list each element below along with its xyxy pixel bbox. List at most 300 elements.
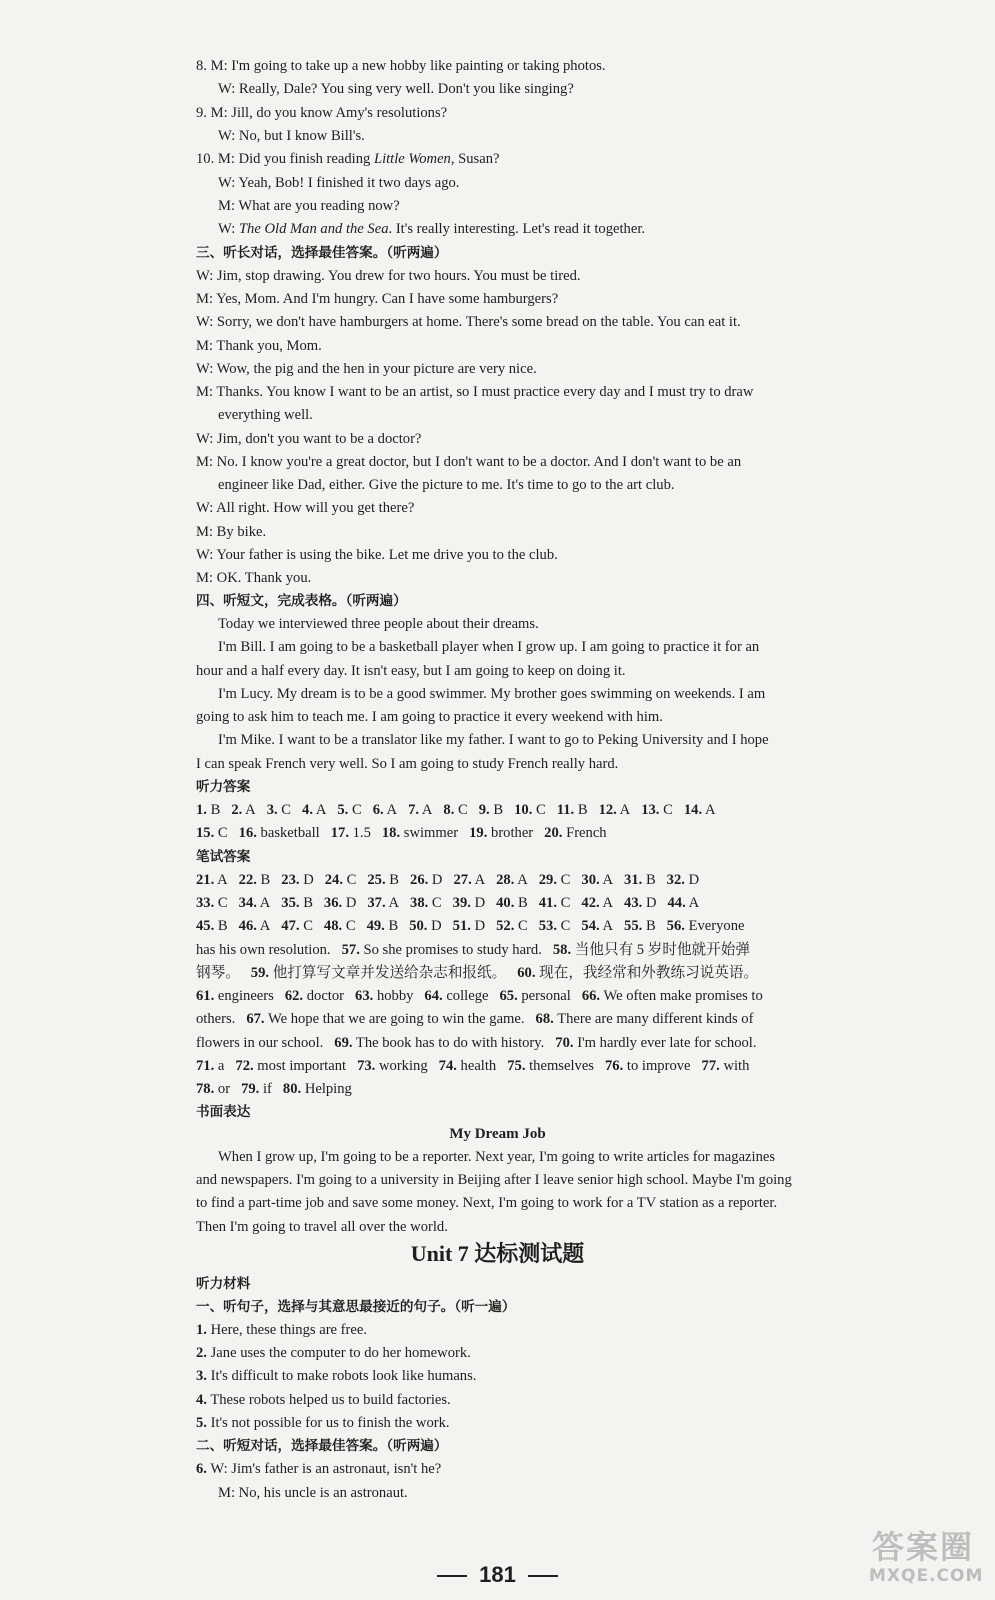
long-dialog-line: engineer like Dad, either. Give the picture to me. It's time to go to the art club. bbox=[218, 477, 675, 493]
answer-item bbox=[196, 942, 331, 958]
listening-answer-row bbox=[196, 801, 832, 819]
essay-line: When I grow up, I'm going to be a reporter. Next year, I'm going to write articles for magazines bbox=[218, 1149, 776, 1165]
answer-item bbox=[342, 942, 542, 958]
answer-item bbox=[557, 802, 588, 818]
item-text: college bbox=[446, 988, 489, 1004]
item-number: 24. bbox=[324, 872, 343, 888]
written-answer-row bbox=[196, 1057, 832, 1075]
item-number: 51. bbox=[452, 918, 471, 934]
item-text: a bbox=[217, 1058, 225, 1074]
item-number: 28. bbox=[496, 872, 515, 888]
answer-item bbox=[235, 1058, 346, 1074]
item-number: 50. bbox=[409, 918, 428, 934]
item-text: B bbox=[217, 918, 228, 934]
item-text: brother bbox=[491, 825, 534, 841]
book-title: The Old Man and the Sea bbox=[238, 221, 389, 237]
answer-item bbox=[443, 802, 467, 818]
answer-item bbox=[496, 895, 528, 911]
item-text: A bbox=[474, 872, 486, 888]
long-dialog-line: W: Your father is using the bike. Let me drive you to the club. bbox=[196, 547, 558, 563]
item-number: 2. bbox=[196, 1345, 207, 1361]
written-answer-row bbox=[196, 1010, 832, 1028]
answer-item bbox=[373, 802, 397, 818]
answer-item bbox=[196, 1461, 441, 1477]
item-text: D bbox=[303, 872, 314, 888]
item-number: 1. bbox=[196, 1322, 207, 1338]
item-text: A bbox=[421, 802, 433, 818]
answer-item bbox=[239, 918, 271, 934]
item-text: A bbox=[388, 895, 400, 911]
dialog-10-line-2: W: Yeah, Bob! I finished it two days ago. bbox=[218, 175, 460, 191]
item-number: 22. bbox=[238, 872, 257, 888]
answer-item bbox=[246, 1011, 524, 1027]
dialog-10-line-3: M: What are you reading now? bbox=[218, 198, 400, 214]
watermark-logo: 答案圈 MXQE.COM bbox=[869, 1528, 984, 1586]
dialog-10-line-1: 10. M: Did you finish reading Little Women, Susan? bbox=[196, 151, 500, 167]
answer-item bbox=[581, 918, 613, 934]
item-text: A bbox=[386, 802, 398, 818]
answer-item bbox=[281, 895, 313, 911]
item-number: 1. bbox=[196, 802, 207, 818]
written-answer-row bbox=[196, 964, 832, 982]
answer-item bbox=[667, 918, 745, 934]
item-text: if bbox=[262, 1081, 272, 1097]
answer-item bbox=[196, 965, 240, 981]
answer-item bbox=[517, 965, 758, 981]
item-text: engineers bbox=[217, 988, 274, 1004]
long-dialog-line: M: By bike. bbox=[196, 524, 267, 540]
item-text: Here, these things are free. bbox=[210, 1322, 368, 1338]
item-number: 74. bbox=[438, 1058, 457, 1074]
item-number: 4. bbox=[196, 1392, 207, 1408]
item-text: health bbox=[460, 1058, 497, 1074]
answer-item bbox=[196, 1035, 323, 1051]
item-number: 60. bbox=[517, 965, 536, 981]
answer-item bbox=[196, 825, 228, 841]
item-text: D bbox=[431, 872, 443, 888]
item-text: to improve bbox=[626, 1058, 691, 1074]
item-number: 45. bbox=[196, 918, 215, 934]
dialog-6-line-2 bbox=[218, 1484, 832, 1502]
item-number: 63. bbox=[355, 988, 374, 1004]
answer-item bbox=[702, 1058, 750, 1074]
item-number: 80. bbox=[282, 1081, 302, 1097]
item-text: C bbox=[560, 918, 571, 934]
answer-item bbox=[453, 872, 485, 888]
written-answer-row bbox=[196, 987, 832, 1005]
item-number: 7. bbox=[408, 802, 420, 818]
item-text: W: Jim's father is an astronaut, isn't he? bbox=[210, 1461, 442, 1477]
item-number: 72. bbox=[235, 1058, 254, 1074]
answer-item bbox=[453, 895, 485, 911]
item-text: It's difficult to make robots look like humans. bbox=[210, 1368, 477, 1384]
item-text: Jane uses the computer to do her homework. bbox=[210, 1345, 471, 1361]
item-text: B bbox=[303, 895, 313, 911]
answer-item bbox=[281, 872, 313, 888]
item-number: 33. bbox=[196, 895, 215, 911]
writing-heading: 书面表达 bbox=[196, 1104, 251, 1120]
item-text: 当他只有 5 岁时他就开始弹 bbox=[574, 942, 750, 958]
listening-answers-heading: 听力答案 bbox=[196, 779, 251, 795]
answer-item bbox=[281, 918, 313, 934]
item-number: 20. bbox=[544, 825, 563, 841]
answer-item bbox=[285, 988, 344, 1004]
answer-item bbox=[496, 872, 528, 888]
long-dialog-line: M: No. I know you're a great doctor, but I don't want to be a doctor. And I don't want to be an bbox=[196, 454, 742, 470]
item-number: 10. bbox=[514, 802, 533, 818]
item-text: Helping bbox=[304, 1081, 352, 1097]
written-answer-row bbox=[196, 1080, 832, 1098]
item-number: 53. bbox=[538, 918, 557, 934]
written-answer-row bbox=[196, 871, 832, 889]
item-text: D bbox=[431, 918, 442, 934]
item-number: 3. bbox=[196, 1368, 207, 1384]
passage-line: going to ask him to teach me. I am going to practice it every weekend with him. bbox=[196, 709, 663, 725]
answer-item bbox=[231, 802, 255, 818]
item-number: 56. bbox=[666, 918, 685, 934]
answer-item bbox=[196, 802, 220, 818]
dialog-9-line-2: W: No, but I know Bill's. bbox=[218, 128, 365, 144]
answer-item bbox=[553, 942, 750, 958]
item-text: There are many different kinds of bbox=[557, 1011, 754, 1027]
item-number: 30. bbox=[581, 872, 600, 888]
item-number: 34. bbox=[238, 895, 257, 911]
long-dialog-line: W: Wow, the pig and the hen in your picture are very nice. bbox=[196, 361, 537, 377]
item-text: 现在，我经常和外教练习说英语。 bbox=[539, 965, 759, 981]
page-number: 181 bbox=[0, 1562, 995, 1588]
item-number: 70. bbox=[555, 1035, 574, 1051]
item-text: personal bbox=[521, 988, 571, 1004]
item-text: 他打算写文章并发送给杂志和报纸。 bbox=[272, 965, 507, 981]
answer-item bbox=[684, 802, 716, 818]
answer-item bbox=[283, 1081, 352, 1097]
written-answer-row bbox=[196, 941, 832, 959]
section-3-heading: 三、听长对话，选择最佳答案。（听两遍） bbox=[196, 245, 448, 261]
answer-item bbox=[251, 965, 506, 981]
answer-item bbox=[424, 988, 488, 1004]
answer-item bbox=[624, 872, 656, 888]
answer-item bbox=[496, 918, 528, 934]
answer-item bbox=[367, 918, 399, 934]
item-text: C bbox=[560, 872, 571, 888]
item-text: D bbox=[688, 872, 700, 888]
item-text: These robots helped us to build factories. bbox=[210, 1392, 451, 1408]
item-text: B bbox=[577, 802, 588, 818]
book-title: Little Women bbox=[373, 151, 451, 167]
dash-left bbox=[437, 1575, 467, 1577]
answer-item bbox=[667, 895, 699, 911]
sentence-item bbox=[196, 1344, 832, 1362]
item-number: 26. bbox=[410, 872, 429, 888]
item-number: 36. bbox=[323, 895, 343, 911]
answer-item bbox=[331, 825, 371, 841]
item-number: 38. bbox=[410, 895, 429, 911]
item-number: 13. bbox=[641, 802, 660, 818]
item-text: M: No, his uncle is an astronaut. bbox=[218, 1485, 408, 1501]
item-text: B bbox=[389, 872, 400, 888]
item-text: C bbox=[346, 872, 357, 888]
item-text: A bbox=[602, 918, 614, 934]
item-text: C bbox=[663, 802, 673, 818]
answer-item bbox=[355, 988, 413, 1004]
answer-item bbox=[337, 802, 361, 818]
item-number: 27. bbox=[453, 872, 472, 888]
item-text: basketball bbox=[260, 825, 320, 841]
answer-item bbox=[196, 1058, 224, 1074]
item-number: 62. bbox=[284, 988, 304, 1004]
item-number: 6. bbox=[196, 1461, 207, 1477]
item-text: I'm hardly ever late for school. bbox=[577, 1035, 757, 1051]
item-text: Everyone bbox=[688, 918, 745, 934]
answer-item bbox=[239, 872, 271, 888]
answer-item bbox=[239, 895, 271, 911]
item-number: 17. bbox=[330, 825, 349, 841]
answer-item bbox=[241, 1081, 272, 1097]
passage-line: I'm Bill. I am going to be a basketball player when I grow up. I am going to practice it for an bbox=[218, 639, 760, 655]
item-number: 6. bbox=[372, 802, 384, 818]
item-number: 21. bbox=[196, 872, 215, 888]
answer-item bbox=[196, 1081, 230, 1097]
passage-line: I'm Mike. I want to be a translator like my father. I want to go to Peking University and I hope bbox=[218, 732, 769, 748]
item-text: C bbox=[458, 802, 468, 818]
answer-item bbox=[582, 988, 763, 1004]
item-number: 46. bbox=[238, 918, 257, 934]
item-text: swimmer bbox=[403, 825, 459, 841]
item-text: C bbox=[281, 802, 292, 818]
item-number: 77. bbox=[701, 1058, 720, 1074]
item-text: It's not possible for us to finish the work. bbox=[210, 1415, 450, 1431]
answer-item bbox=[544, 825, 606, 841]
answer-item bbox=[453, 918, 485, 934]
long-dialog-line: everything well. bbox=[218, 407, 313, 423]
dialog-6-line-1 bbox=[196, 1460, 832, 1478]
answer-item bbox=[324, 918, 356, 934]
item-number: 73. bbox=[357, 1058, 376, 1074]
long-dialog-line: W: Jim, stop drawing. You drew for two hours. You must be tired. bbox=[196, 268, 581, 284]
item-text: The book has to do with history. bbox=[355, 1035, 545, 1051]
answer-item bbox=[507, 1058, 594, 1074]
item-number: 40. bbox=[496, 895, 515, 911]
long-dialog-line: W: Sorry, we don't have hamburgers at home. There's some bread on the table. You can eat it. bbox=[196, 314, 741, 330]
item-number: 79. bbox=[241, 1081, 260, 1097]
written-answer-row bbox=[196, 894, 832, 912]
item-text: D bbox=[474, 895, 486, 911]
item-number: 8. bbox=[443, 802, 455, 818]
item-text: B bbox=[388, 918, 399, 934]
item-text: A bbox=[245, 802, 256, 818]
answer-item bbox=[367, 872, 399, 888]
answer-item bbox=[267, 802, 291, 818]
item-number: 61. bbox=[196, 988, 215, 1004]
answer-item bbox=[357, 1058, 428, 1074]
long-dialog-line: M: Thank you, Mom. bbox=[196, 338, 322, 354]
item-text: flowers in our school. bbox=[196, 1035, 324, 1051]
item-text: A bbox=[619, 802, 631, 818]
dialog-8-line-2: W: Really, Dale? You sing very well. Don't you like singing? bbox=[218, 81, 574, 97]
item-number: 76. bbox=[604, 1058, 624, 1074]
item-text: others. bbox=[196, 1011, 236, 1027]
answer-item bbox=[539, 895, 571, 911]
essay-line: Then I'm going to travel all over the world. bbox=[196, 1219, 448, 1235]
item-text: C bbox=[536, 802, 546, 818]
item-text: hobby bbox=[376, 988, 414, 1004]
unit-title: Unit 7 达标测试题 bbox=[410, 1241, 585, 1266]
long-dialog-line: M: Yes, Mom. And I'm hungry. Can I have some hamburgers? bbox=[196, 291, 559, 307]
item-number: 49. bbox=[366, 918, 385, 934]
item-text: So she promises to study hard. bbox=[363, 942, 542, 958]
item-number: 11. bbox=[556, 802, 575, 818]
answer-item bbox=[196, 1415, 450, 1431]
item-number: 5. bbox=[337, 802, 349, 818]
item-number: 32. bbox=[666, 872, 685, 888]
essay-title: My Dream Job bbox=[449, 1126, 546, 1142]
answer-item bbox=[196, 1322, 367, 1338]
answer-item bbox=[410, 872, 442, 888]
answer-item bbox=[218, 1485, 408, 1501]
answer-item bbox=[667, 872, 699, 888]
dash-right bbox=[528, 1575, 558, 1577]
answer-item bbox=[581, 895, 613, 911]
item-number: 64. bbox=[424, 988, 443, 1004]
answer-item bbox=[408, 802, 432, 818]
item-number: 37. bbox=[367, 895, 386, 911]
item-number: 48. bbox=[323, 918, 343, 934]
answer-item bbox=[196, 988, 274, 1004]
long-dialog-line: M: OK. Thank you. bbox=[196, 570, 312, 586]
item-text: A bbox=[517, 872, 528, 888]
item-number: 41. bbox=[538, 895, 557, 911]
essay-line: to find a part-time job and save some money. Next, I'm going to work for a TV station as a reporter. bbox=[196, 1195, 778, 1211]
answer-item bbox=[367, 895, 399, 911]
item-number: 67. bbox=[246, 1011, 265, 1027]
item-text: B bbox=[260, 872, 271, 888]
item-number: 15. bbox=[196, 825, 215, 841]
item-number: 71. bbox=[196, 1058, 215, 1074]
item-number: 18. bbox=[381, 825, 401, 841]
essay-line: and newspapers. I'm going to a university in Beijing after I leave senior high school. Maybe I'm going bbox=[196, 1172, 792, 1188]
item-number: 19. bbox=[469, 825, 488, 841]
item-number: 65. bbox=[499, 988, 518, 1004]
item-text: C bbox=[217, 825, 228, 841]
item-text: A bbox=[602, 872, 614, 888]
item-number: 68. bbox=[535, 1011, 554, 1027]
item-text: B bbox=[645, 872, 656, 888]
item-number: 31. bbox=[624, 872, 643, 888]
answer-item bbox=[196, 895, 228, 911]
long-dialog-line: W: Jim, don't you want to be a doctor? bbox=[196, 431, 422, 447]
answer-item bbox=[641, 802, 673, 818]
passage-line: I'm Lucy. My dream is to be a good swimmer. My brother goes swimming on weekends. I am bbox=[218, 686, 766, 702]
item-text: A bbox=[602, 895, 614, 911]
listening-material-heading: 听力材料 bbox=[196, 1276, 251, 1292]
answer-item bbox=[409, 918, 441, 934]
item-number: 52. bbox=[496, 918, 515, 934]
unit7-section-1-heading: 一、听句子，选择与其意思最接近的句子。（听一遍） bbox=[196, 1299, 516, 1315]
item-number: 12. bbox=[598, 802, 617, 818]
item-text: 钢琴。 bbox=[196, 965, 240, 981]
item-text: A bbox=[688, 895, 700, 911]
item-text: C bbox=[217, 895, 228, 911]
item-text: A bbox=[217, 872, 228, 888]
answer-item bbox=[439, 1058, 497, 1074]
item-text: C bbox=[518, 918, 528, 934]
answer-item bbox=[196, 1368, 476, 1384]
answer-item bbox=[539, 918, 571, 934]
item-number: 35. bbox=[281, 895, 300, 911]
item-number: 66. bbox=[581, 988, 601, 1004]
item-number: 69. bbox=[334, 1035, 353, 1051]
answer-item bbox=[536, 1011, 754, 1027]
section-4-heading: 四、听短文，完成表格。（听两遍） bbox=[196, 593, 407, 609]
item-number: 75. bbox=[507, 1058, 526, 1074]
item-text: We often make promises to bbox=[603, 988, 763, 1004]
sentence-item bbox=[196, 1414, 832, 1432]
item-number: 43. bbox=[624, 895, 643, 911]
item-text: B bbox=[645, 918, 656, 934]
item-text: We hope that we are going to win the game. bbox=[267, 1011, 525, 1027]
item-number: 5. bbox=[196, 1415, 207, 1431]
item-text: B bbox=[493, 802, 504, 818]
item-text: 1.5 bbox=[352, 825, 371, 841]
answer-item bbox=[334, 1035, 544, 1051]
passage-line: Today we interviewed three people about their dreams. bbox=[218, 616, 539, 632]
item-number: 4. bbox=[302, 802, 313, 818]
item-number: 23. bbox=[281, 872, 300, 888]
answer-item bbox=[539, 872, 571, 888]
answer-item bbox=[624, 895, 656, 911]
answer-item bbox=[410, 895, 442, 911]
dialog-8-line-1: 8. M: I'm going to take up a new hobby like painting or taking photos. bbox=[196, 58, 606, 74]
long-dialog-line: M: Thanks. You know I want to be an artist, so I must practice every day and I must try to draw bbox=[196, 384, 754, 400]
dialog-9-line-1: 9. M: Jill, do you know Amy's resolutions? bbox=[196, 105, 448, 121]
item-text: A bbox=[704, 802, 716, 818]
item-text: D bbox=[645, 895, 657, 911]
answer-item bbox=[325, 872, 357, 888]
item-text: A bbox=[259, 918, 271, 934]
item-number: 14. bbox=[683, 802, 703, 818]
item-text: D bbox=[345, 895, 357, 911]
answer-item bbox=[555, 1035, 756, 1051]
item-text: doctor bbox=[306, 988, 345, 1004]
listening-answer-row bbox=[196, 824, 832, 842]
item-number: 44. bbox=[667, 895, 686, 911]
item-text: C bbox=[560, 895, 571, 911]
item-text: A bbox=[259, 895, 271, 911]
item-number: 54. bbox=[581, 918, 600, 934]
item-number: 58. bbox=[552, 942, 572, 958]
sentence-item bbox=[196, 1367, 832, 1385]
long-dialog-line: W: All right. How will you get there? bbox=[196, 500, 415, 516]
item-text: French bbox=[566, 825, 607, 841]
item-text: themselves bbox=[529, 1058, 594, 1074]
answer-item bbox=[324, 895, 356, 911]
item-number: 39. bbox=[452, 895, 471, 911]
written-answers-heading: 笔试答案 bbox=[196, 849, 251, 865]
written-answer-row bbox=[196, 1034, 832, 1052]
item-text: A bbox=[315, 802, 327, 818]
item-text: with bbox=[723, 1058, 750, 1074]
answer-item bbox=[382, 825, 458, 841]
answer-item bbox=[196, 1392, 451, 1408]
item-text: or bbox=[217, 1081, 231, 1097]
item-text: most important bbox=[257, 1058, 347, 1074]
answer-item bbox=[605, 1058, 691, 1074]
item-text: working bbox=[378, 1058, 428, 1074]
item-text: B bbox=[518, 895, 528, 911]
item-number: 25. bbox=[367, 872, 386, 888]
answer-item bbox=[624, 918, 656, 934]
item-text: C bbox=[351, 802, 362, 818]
